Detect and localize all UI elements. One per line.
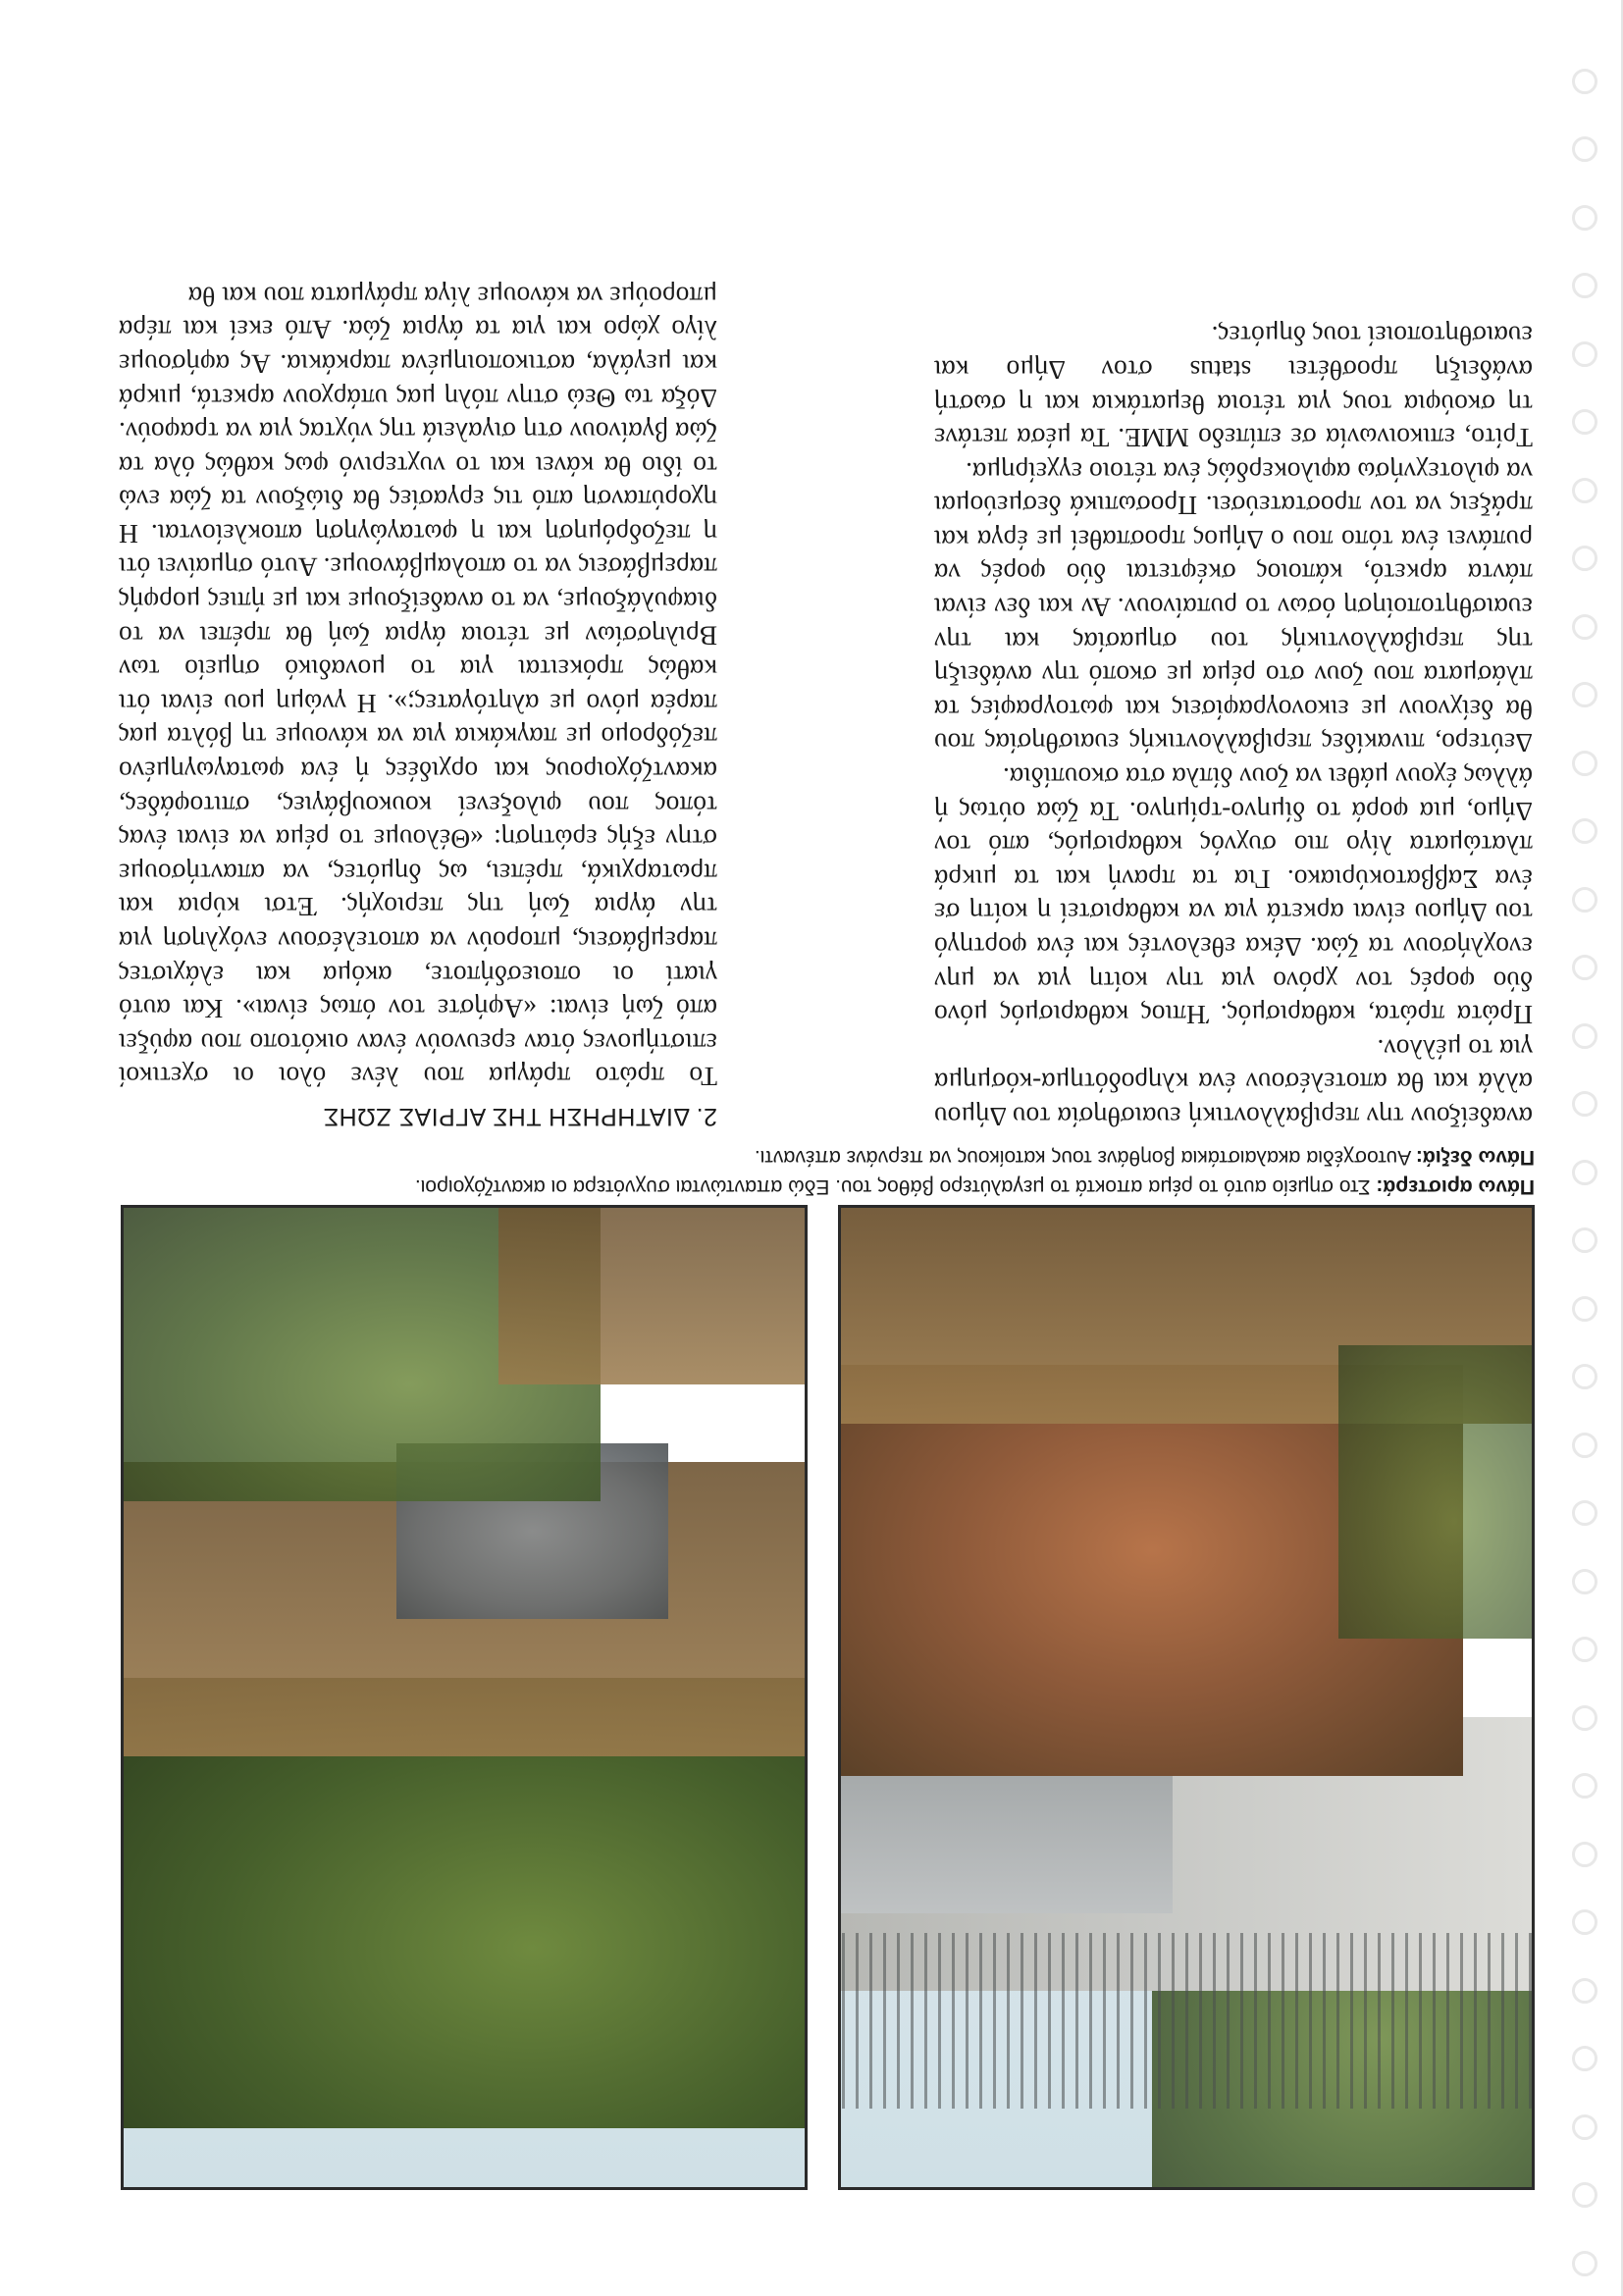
binder-hole: [1572, 819, 1597, 845]
binder-hole: [1572, 1842, 1597, 1867]
binder-hole: [1572, 956, 1597, 981]
binder-hole: [1572, 614, 1597, 640]
binder-hole: [1572, 1774, 1597, 1800]
binder-hole: [1572, 1092, 1597, 1118]
paragraph: αναδείξουν την περιβαλλοντική ευαισθησία του Δήμου αλλά και θα αποτελέσουν ένα κληροδότημα-κόσμημα για το μέλλον.: [934, 1033, 1533, 1132]
caption-right: [117, 1142, 1535, 1172]
binder-hole: [1572, 2047, 1597, 2072]
binder-hole: [1572, 205, 1597, 231]
binder-hole: [1572, 1638, 1597, 1663]
photo-caption: [117, 1142, 1535, 1201]
paragraph: Πρώτα πρώτα, καθαρισμός. Ήπιος καθαρισμός μόνο δύο φορές τον χρόνο για την κοίτη για να μην ενοχλήσουν τα ζώα. Δέκα εθελοντές και ένα φορτηγό του Δήμου είναι αρκετά για να καθαριστεί η κοίτη σε ένα Σαββατοκύριακο. Για τα πρανή και τα μικρά πλατώματα λίγο πιο συχνός καθαρισμός, από τον Δήμο, μια φορά το δίμηνο-τρίμηνο. Τα ζώα ούτως ή άλλως έχουν μάθει να ζουν δίπλα στα σκουπίδια.: [934, 762, 1533, 1031]
binder-hole: [1572, 274, 1597, 299]
caption-left-label: Πάνω αριστερά:: [1376, 1175, 1535, 1198]
binder-hole: [1572, 1160, 1597, 1185]
binder-hole: [1572, 69, 1597, 94]
photo-dirt-bank: [838, 1205, 1535, 2190]
binder-hole: [1572, 478, 1597, 503]
binder-hole: [1572, 2114, 1597, 2140]
binder-hole: [1572, 1705, 1597, 1731]
binder-hole: [1572, 1365, 1597, 1390]
binder-hole: [1572, 887, 1597, 913]
binder-hole: [1572, 137, 1597, 163]
article-column-1: [119, 279, 717, 1133]
binder-hole: [1572, 1296, 1597, 1322]
caption-right-text: Αυτοσχέδια ακαλαιστάκια βοηθάνε τους κατοίκους να περνάνε απέναντι.: [754, 1146, 1412, 1169]
article-column-2: [934, 319, 1533, 1133]
binder-hole: [1572, 410, 1597, 436]
binder-hole: [1572, 1910, 1597, 1936]
binder-hole: [1572, 2251, 1597, 2276]
column-1-body: [119, 279, 717, 1093]
binder-hole: [1572, 1978, 1597, 2004]
binder-hole: [1572, 1433, 1597, 1458]
binder-hole: [1572, 1569, 1597, 1594]
binder-holes: [1562, 20, 1605, 2276]
section-title: 2. ΔΙΑΤΗΡΗΣΗ ΤΗΣ ΑΓΡΙΑΣ ΖΩΗΣ: [323, 1103, 717, 1130]
column-2-body: [934, 319, 1533, 1133]
photo-stream-vegetation: [121, 1205, 808, 2190]
binder-hole: [1572, 1228, 1597, 1254]
caption-left-text: Στο σημείο αυτό το ρέμα αποκτά το μεγαλύτερο βάθος του. Εδώ απαντώνται συχνότερα οι ακαντζόχοιροι.: [414, 1175, 1371, 1198]
binder-hole: [1572, 341, 1597, 367]
binder-hole: [1572, 547, 1597, 572]
binder-hole: [1572, 1023, 1597, 1049]
paragraph: Δεύτερο, πινακίδες περιβαλλοντικής ευαισθησίας που θα δείχνουν με εικονογραφίσεις και φωτογραφίες τα πλάσματα που ζουν στο ρέμα με σκοπό την ανάδειξη της περιβαλλοντικής του σημασίας και την ευαισθητοποίηση όσων το ρυπαίνουν. Αν και δεν είναι πάντα αρκετό, κάποιος σκέφτεται δύο φορές να ρυπάνει ένα τόπο που ο Δήμος προσπαθεί με έργα και πράξεις να τον προστατεύσει. Προσωπικά δεσμεύομαι να φιλοτεχνήσω αφιλοκερδώς ένα τέτοιο εγχείρημα.: [934, 456, 1533, 759]
caption-right-label: Πάνω δεξιά:: [1415, 1146, 1535, 1169]
paragraph: Τρίτο, επικοινωνία σε επίπεδο ΜΜΕ. Τα μέσα πετάνε τη σκούφια τους για τέτοια θεματάκια και η σωστή ανάδειξη προσθέτει status στον Δήμο και ευαισθητοποιεί τους δημότες.: [934, 321, 1533, 454]
binder-hole: [1572, 1501, 1597, 1527]
paragraph: Το πρώτο πράγμα που λένε όλοι οι σχετικοί επιστήμονες όταν ερευνούν έναν οικότοπο που αφύξει από ζωή είναι: «Αφήστε τον όπως είναι». Και αυτό γιατί οι οποιεσδήποτε, ακόμα και ελάχιστες παρεμβάσεις, μπορούν να αποτελέσουν ενόχληση για την άγρια ζωή της περιοχής. Έτσι κύρια και πρωταρχικά, πρέπει, ως δημότες, να απαντήσουμε στην εξής ερώτηση: «Θέλουμε το ρέμα να είναι ένας τόπος που φιλοξενεί κουκουβάγιες, σπιτοφάδες, ακαντζόχοιρους και ορχιδέες ή ένα φωταγωγημένο πεζόδρομο με παγκάκια για να κάνουμε τη βόλτα μας παρέα μόνο με αλητόγατες;». Η γνώμη μου είναι ότι καθώς πρόκειται για το μοναδικό σημείο των Βριλησσίων με τέτοια άγρια ζωή θα πρέπει να το διαφυλάξουμε, να το αναδείξουμε και με ήπιες μορφής παρεμβάσεις να το απολαμβάνουμε. Αυτό σημαίνει ότι η πεζοδρόμηση και η φωταγώγηση αποκλείονται. Η ηχορύπανση από τις εργασίες θα διώξουν τα ζώα ενώ το ίδιο θα κάνει και το νυχτερινό φως καθώς όλα τα ζώα βγαίνουν στη σιγαλειά της νύχτας για να τραφούν. Δόξα τω Θεώ στην πόλη μας υπάρχουν αρκετά, μικρά και μεγάλα, αστικοποιημένα παρκάκια. Ας αφήσουμε λίγο χώρο και για τα άγρια ζώα. Από εκεί και πέρα μπορούμε να κάνουμε λίγα πράγματα που και θα: [119, 281, 717, 1093]
caption-left: [117, 1172, 1535, 1201]
binder-hole: [1572, 751, 1597, 776]
binder-hole: [1572, 683, 1597, 708]
binder-hole: [1572, 2183, 1597, 2209]
